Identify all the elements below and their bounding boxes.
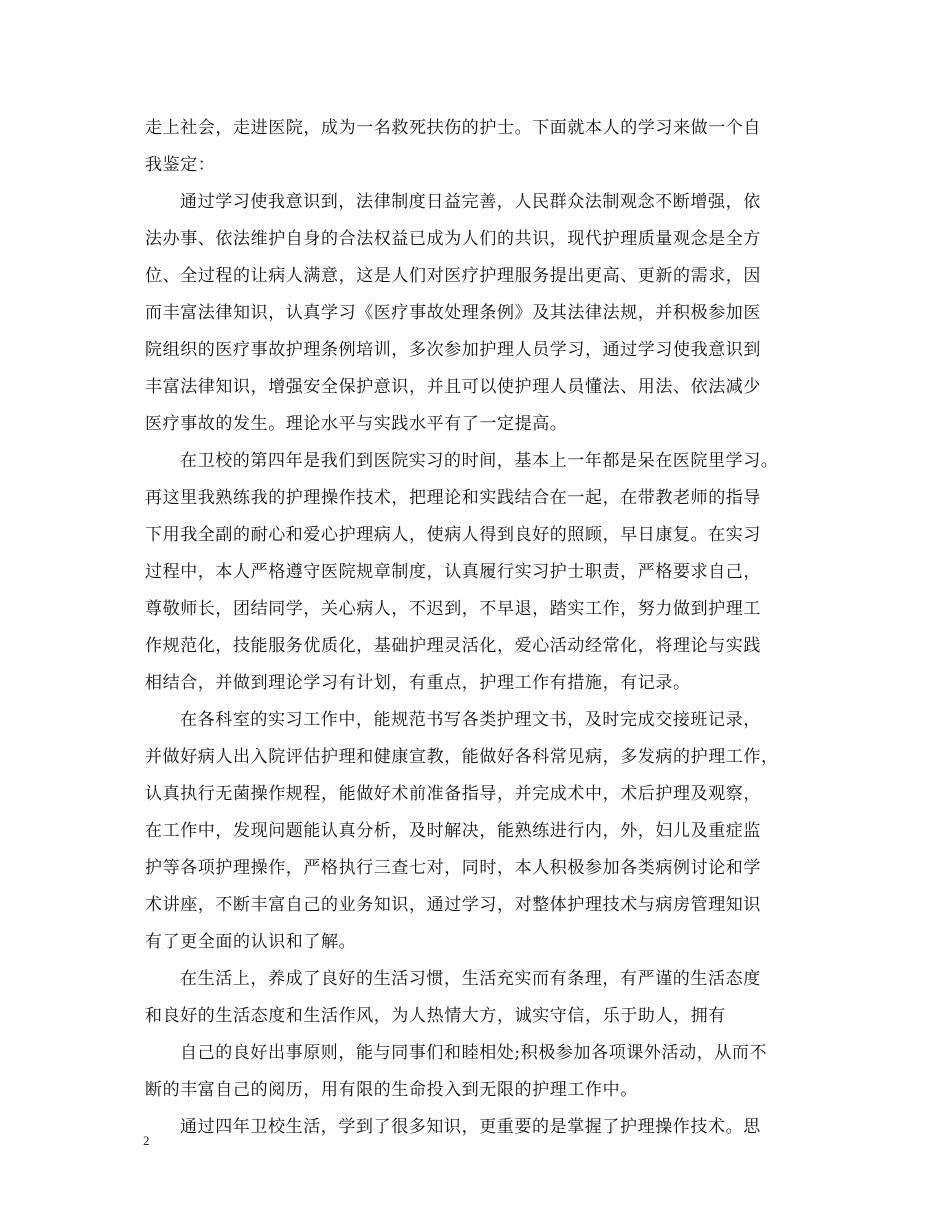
text-line: 护等各项护理操作，严格执行三查七对，同时，本人积极参加各类病例讨论和学 xyxy=(145,858,761,878)
text-line: 位、全过程的让病人满意，这是人们对医疗护理服务提出更高、更新的需求，因 xyxy=(145,266,761,286)
text-line: 再这里我熟练我的护理操作技术，把理论和实践结合在一起，在带教老师的指导 xyxy=(145,488,761,508)
text-line: 认真执行无菌操作规程，能做好术前准备指导，并完成术中，术后护理及观察， xyxy=(145,784,761,804)
text-line: 我鉴定： xyxy=(145,155,216,175)
text-line: 院组织的医疗事故护理条例培训，多次参加护理人员学习，通过学习使我意识到 xyxy=(145,340,761,360)
text-line: 医疗事故的发生。理论水平与实践水平有了一定提高。 xyxy=(145,414,568,434)
text-line: 和良好的生活态度和生活作风，为人热情大方，诚实守信，乐于助人，拥有 xyxy=(145,1006,726,1026)
text-line: 法办事、依法维护自身的合法权益已成为人们的共识，现代护理质量观念是全方 xyxy=(145,229,761,249)
paragraph-start-line: 通过学习使我意识到，法律制度日益完善，人民群众法制观念不断增强，依 xyxy=(180,192,761,212)
text-line: 有了更全面的认识和了解。 xyxy=(145,932,357,952)
text-line: 作规范化，技能服务优质化，基础护理灵活化，爱心活动经常化，将理论与实践 xyxy=(145,636,761,656)
text-line: 在工作中，发现问题能认真分析，及时解决，能熟练进行内，外，妇儿及重症监 xyxy=(145,821,761,841)
text-line: 尊敬师长，团结同学，关心病人，不迟到，不早退，踏实工作，努力做到护理工 xyxy=(145,599,761,619)
paragraph-start-line: 在生活上，养成了良好的生活习惯，生活充实而有条理，有严谨的生活态度 xyxy=(180,969,761,989)
paragraph-start-line: 自己的良好出事原则，能与同事们和睦相处;积极参加各项课外活动，从而不 xyxy=(180,1043,768,1063)
text-line: 下用我全副的耐心和爱心护理病人，使病人得到良好的照顾，早日康复。在实习 xyxy=(145,525,761,545)
text-line: 相结合，并做到理论学习有计划，有重点，护理工作有措施，有记录。 xyxy=(145,673,691,693)
text-line: 走上社会，走进医院，成为一名救死扶伤的护士。下面就本人的学习来做一个自 xyxy=(145,118,761,138)
text-line: 并做好病人出入院评估护理和健康宣教，能做好各科常见病，多发病的护理工作， xyxy=(145,747,779,767)
paragraph-start-line: 通过四年卫校生活，学到了很多知识，更重要的是掌握了护理操作技术。思 xyxy=(180,1117,761,1137)
text-line: 而丰富法律知识，认真学习《医疗事故处理条例》及其法律法规，并积极参加医 xyxy=(145,303,761,323)
page-number: 2 xyxy=(143,1133,150,1148)
body-text xyxy=(145,110,815,1146)
text-line: 术讲座，不断丰富自己的业务知识，通过学习，对整体护理技术与病房管理知识 xyxy=(145,895,761,915)
paragraph-start-line: 在卫校的第四年是我们到医院实习的时间，基本上一年都是呆在医院里学习。 xyxy=(180,451,779,471)
paragraph-start-line: 在各科室的实习工作中，能规范书写各类护理文书，及时完成交接班记录， xyxy=(180,710,761,730)
text-line: 丰富法律知识，增强安全保护意识，并且可以使护理人员懂法、用法、依法减少 xyxy=(145,377,761,397)
text-line: 断的丰富自己的阅历，用有限的生命投入到无限的护理工作中。 xyxy=(145,1080,638,1100)
text-line: 过程中，本人严格遵守医院规章制度，认真履行实习护士职责，严格要求自己， xyxy=(145,562,761,582)
